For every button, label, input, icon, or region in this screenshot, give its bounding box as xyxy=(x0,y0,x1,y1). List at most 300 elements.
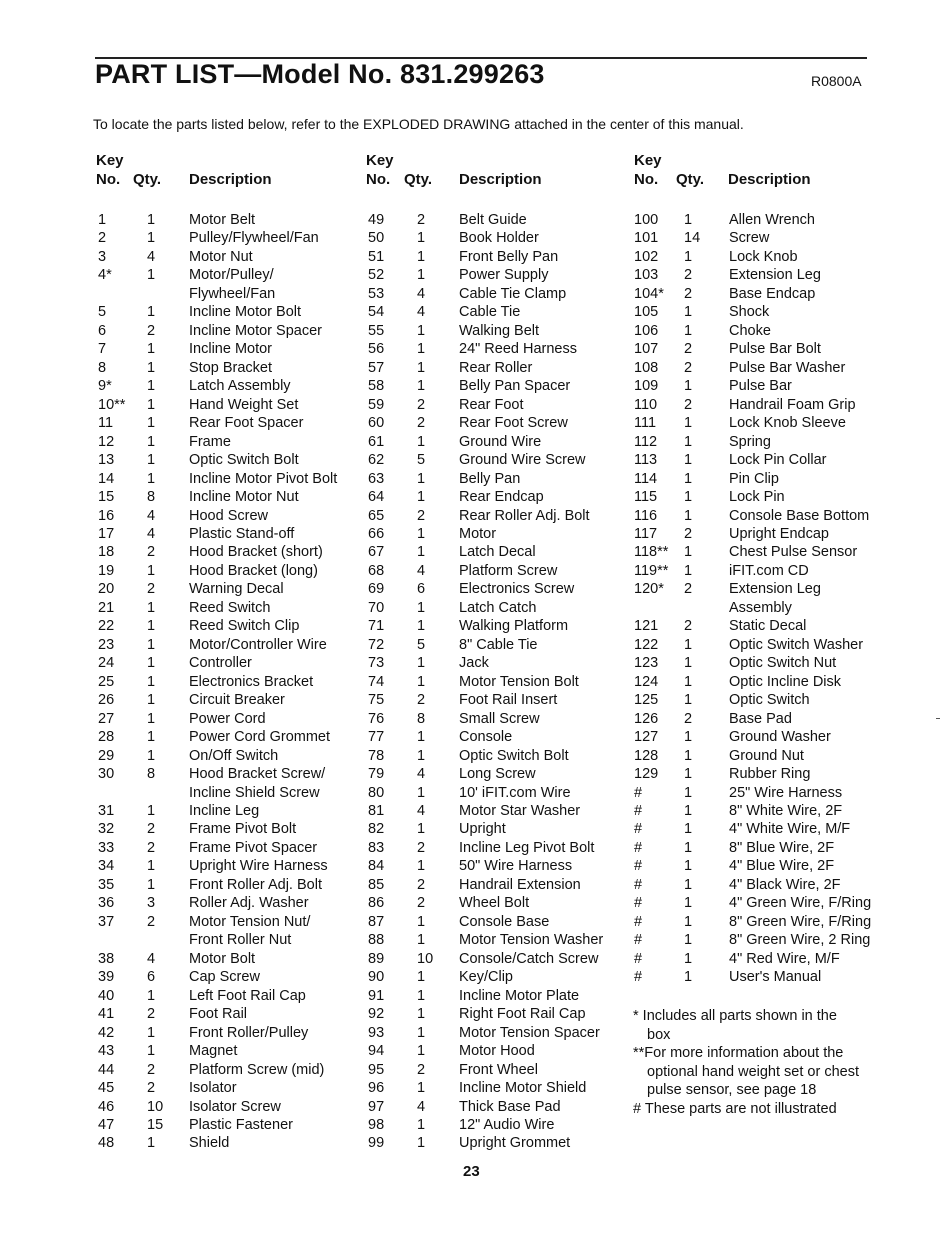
part-row xyxy=(366,1062,631,1080)
column-header xyxy=(366,152,631,212)
qty-header: Qty. xyxy=(133,171,162,188)
part-quantity: 1 xyxy=(147,618,156,635)
part-key-number: 108 xyxy=(634,359,659,376)
part-key-number: 42 xyxy=(98,1024,115,1041)
part-row xyxy=(366,748,631,766)
part-key-number: 30 xyxy=(98,766,115,783)
qty-header: Qty. xyxy=(404,171,433,188)
part-description: User's Manual xyxy=(729,969,822,986)
part-key-number: 45 xyxy=(98,1080,115,1097)
part-description: Rear Roller xyxy=(459,359,533,376)
part-row xyxy=(96,1025,361,1043)
part-quantity: 4 xyxy=(147,950,156,967)
part-quantity: 1 xyxy=(417,913,426,930)
part-description: Front Roller Nut xyxy=(189,932,292,949)
part-row xyxy=(366,378,631,396)
part-description: Motor Tension Nut/ xyxy=(189,913,311,930)
part-description: Ground Wire Screw xyxy=(459,452,586,469)
part-key-number: 71 xyxy=(368,618,385,635)
part-quantity: 1 xyxy=(147,341,156,358)
part-row xyxy=(96,230,361,248)
part-quantity: 1 xyxy=(684,489,693,506)
part-key-number: 77 xyxy=(368,729,385,746)
part-description: Motor/Pulley/ xyxy=(189,267,274,284)
part-description: Roller Adj. Washer xyxy=(189,895,309,912)
part-row xyxy=(634,360,894,378)
part-key-number: # xyxy=(634,913,643,930)
part-quantity: 1 xyxy=(684,636,693,653)
part-key-number: 40 xyxy=(98,987,115,1004)
part-description: Pulse Bar xyxy=(729,378,792,395)
part-description: Assembly xyxy=(729,599,792,616)
part-quantity: 1 xyxy=(684,544,693,561)
part-quantity: 1 xyxy=(684,839,693,856)
part-key-number: 31 xyxy=(98,803,115,819)
part-description: Optic Switch Nut xyxy=(729,655,837,672)
part-quantity: 1 xyxy=(147,636,156,653)
part-quantity: 1 xyxy=(684,415,693,432)
part-row xyxy=(96,877,361,895)
part-key-number: 110 xyxy=(634,396,658,413)
part-key-number: 98 xyxy=(368,1116,385,1133)
part-description: Incline Shield Screw xyxy=(189,784,320,801)
part-quantity: 1 xyxy=(684,895,693,912)
part-key-number: 29 xyxy=(98,747,115,764)
part-key-number: 16 xyxy=(98,507,115,524)
part-quantity: 2 xyxy=(417,839,426,856)
part-key-number: 24 xyxy=(98,655,115,672)
part-key-number: 28 xyxy=(98,729,115,746)
part-row xyxy=(366,858,631,876)
part-description: Ground Nut xyxy=(729,747,804,764)
part-row xyxy=(634,600,894,618)
part-key-number: 2 xyxy=(98,230,107,247)
part-key-number: 109 xyxy=(634,378,659,395)
part-row xyxy=(634,212,894,230)
part-key-number: 44 xyxy=(98,1061,115,1078)
part-quantity: 1 xyxy=(147,267,156,284)
part-description: Belly Pan xyxy=(459,470,521,487)
part-description: Platform Screw xyxy=(459,562,558,579)
part-quantity: 1 xyxy=(147,803,156,819)
part-key-number: 129 xyxy=(634,766,659,783)
part-quantity: 1 xyxy=(684,821,693,838)
part-description: Magnet xyxy=(189,1043,238,1060)
part-quantity: 1 xyxy=(417,378,426,395)
part-quantity: 2 xyxy=(417,212,426,228)
part-row xyxy=(366,1006,631,1024)
footnote-line: * Includes all parts shown in the xyxy=(633,1008,837,1024)
part-description: Latch Decal xyxy=(459,544,536,561)
part-row xyxy=(634,969,894,987)
part-description: Incline Leg Pivot Bolt xyxy=(459,839,595,856)
part-quantity: 2 xyxy=(417,876,426,893)
part-key-number: 79 xyxy=(368,766,385,783)
part-key-number: 41 xyxy=(98,1006,115,1023)
part-key-number: 3 xyxy=(98,248,107,265)
part-row xyxy=(96,378,361,396)
part-quantity: 1 xyxy=(684,876,693,893)
part-key-number: 118** xyxy=(634,544,669,561)
part-description: 4" Blue Wire, 2F xyxy=(729,858,835,875)
part-quantity: 1 xyxy=(147,212,156,228)
parts-list xyxy=(366,212,631,1154)
part-row xyxy=(366,304,631,322)
part-key-number: 46 xyxy=(98,1098,115,1115)
part-description: Foot Rail Insert xyxy=(459,692,558,709)
part-description: Motor Tension Spacer xyxy=(459,1024,600,1041)
part-description: Optic Switch xyxy=(729,692,810,709)
part-key-number: 52 xyxy=(368,267,385,284)
part-description: Controller xyxy=(189,655,252,672)
part-quantity: 1 xyxy=(147,1043,156,1060)
part-key-number: 82 xyxy=(368,821,385,838)
part-description: Latch Assembly xyxy=(189,378,291,395)
part-description: Hood Bracket (long) xyxy=(189,562,318,579)
part-quantity: 8 xyxy=(147,489,156,506)
part-row xyxy=(634,267,894,285)
part-description: 4" Red Wire, M/F xyxy=(729,950,840,967)
part-description: Console xyxy=(459,729,513,746)
part-quantity: 1 xyxy=(417,544,426,561)
part-description: Pulse Bar Bolt xyxy=(729,341,821,358)
part-description: Left Foot Rail Cap xyxy=(189,987,306,1004)
part-row xyxy=(366,323,631,341)
part-quantity: 6 xyxy=(417,581,426,598)
part-row xyxy=(96,323,361,341)
part-quantity: 2 xyxy=(417,415,426,432)
part-key-number: 17 xyxy=(98,525,115,542)
part-description: Front Roller/Pulley xyxy=(189,1024,309,1041)
part-key-number: 111 xyxy=(634,415,657,432)
part-row xyxy=(96,341,361,359)
intro-text: To locate the parts listed below, refer to the EXPLODED DRAWING attached in the center of this manual. xyxy=(93,116,744,132)
part-key-number: 70 xyxy=(368,599,385,616)
part-key-number: 67 xyxy=(368,544,385,561)
part-key-number: 39 xyxy=(98,969,115,986)
part-quantity: 1 xyxy=(684,803,693,819)
part-description: Walking Belt xyxy=(459,322,540,339)
part-description: Lock Knob Sleeve xyxy=(729,415,846,432)
part-key-number: 12 xyxy=(98,433,115,450)
part-row xyxy=(366,692,631,710)
part-row xyxy=(96,785,361,803)
part-description: Pulse Bar Washer xyxy=(729,359,846,376)
part-description: Incline Motor Pivot Bolt xyxy=(189,470,338,487)
part-quantity: 1 xyxy=(417,932,426,949)
part-quantity: 1 xyxy=(147,396,156,413)
part-row xyxy=(366,655,631,673)
part-quantity: 2 xyxy=(684,581,693,598)
no-header: No. xyxy=(366,171,391,188)
part-row xyxy=(366,415,631,433)
part-row xyxy=(366,895,631,913)
part-row xyxy=(96,1117,361,1135)
part-row xyxy=(366,212,631,230)
part-description: 25" Wire Harness xyxy=(729,784,843,801)
part-quantity: 1 xyxy=(684,562,693,579)
part-row xyxy=(366,267,631,285)
footnote-line: optional hand weight set or chest xyxy=(647,1063,859,1080)
part-key-number: 106 xyxy=(634,322,659,339)
part-description: Optic Switch Bolt xyxy=(189,452,299,469)
footnote-line: box xyxy=(647,1026,671,1043)
part-quantity: 1 xyxy=(684,655,693,672)
part-key-number: 117 xyxy=(634,525,658,542)
part-key-number: 51 xyxy=(368,248,385,265)
part-key-number: 36 xyxy=(98,895,115,912)
part-row xyxy=(634,858,894,876)
part-row xyxy=(366,674,631,692)
part-description: Shield xyxy=(189,1135,230,1152)
part-row xyxy=(366,1080,631,1098)
part-quantity: 1 xyxy=(684,433,693,450)
part-quantity: 1 xyxy=(417,433,426,450)
part-quantity: 2 xyxy=(147,581,156,598)
part-quantity: 10 xyxy=(417,950,434,967)
part-quantity: 1 xyxy=(417,618,426,635)
part-description: Upright Endcap xyxy=(729,525,829,542)
part-quantity: 3 xyxy=(147,895,156,912)
part-quantity: 1 xyxy=(147,304,156,321)
part-quantity: 1 xyxy=(417,1043,426,1060)
part-quantity: 5 xyxy=(417,452,426,469)
part-description: Electronics Screw xyxy=(459,581,575,598)
part-row xyxy=(96,452,361,470)
part-quantity: 2 xyxy=(147,913,156,930)
footnotes xyxy=(633,1007,859,1118)
part-row xyxy=(634,563,894,581)
part-description: Small Screw xyxy=(459,710,540,727)
part-quantity: 1 xyxy=(147,987,156,1004)
part-quantity: 1 xyxy=(147,452,156,469)
part-description: Motor Nut xyxy=(189,248,253,265)
key-header: Key xyxy=(366,152,394,169)
part-key-number: 10** xyxy=(98,396,126,413)
part-key-number: 7 xyxy=(98,341,107,358)
footnote-line: pulse sensor, see page 18 xyxy=(647,1082,817,1098)
part-description: Power Cord Grommet xyxy=(189,729,331,746)
description-header: Description xyxy=(189,171,272,188)
part-key-number: 33 xyxy=(98,839,115,856)
parts-column-2 xyxy=(366,152,631,1154)
part-row xyxy=(634,895,894,913)
part-key-number: 35 xyxy=(98,876,115,893)
part-key-number: 49 xyxy=(368,212,385,228)
part-key-number: 89 xyxy=(368,950,385,967)
part-row xyxy=(96,1043,361,1061)
part-row xyxy=(366,471,631,489)
part-row xyxy=(366,286,631,304)
part-row xyxy=(634,544,894,562)
part-key-number: 121 xyxy=(634,618,659,635)
part-quantity: 2 xyxy=(147,1006,156,1023)
part-description: Motor Hood xyxy=(459,1043,535,1060)
part-quantity: 1 xyxy=(417,858,426,875)
part-quantity: 2 xyxy=(417,692,426,709)
part-row xyxy=(366,563,631,581)
part-quantity: 4 xyxy=(417,766,426,783)
part-row xyxy=(96,1135,361,1153)
part-key-number: 78 xyxy=(368,747,385,764)
part-key-number: 90 xyxy=(368,969,385,986)
part-row xyxy=(634,508,894,526)
part-row xyxy=(96,932,361,950)
part-key-number: 96 xyxy=(368,1080,385,1097)
part-key-number: 57 xyxy=(368,359,385,376)
part-row xyxy=(96,415,361,433)
part-description: Wheel Bolt xyxy=(459,895,530,912)
part-description: Rear Foot xyxy=(459,396,524,413)
part-description: Base Pad xyxy=(729,710,792,727)
part-key-number: 56 xyxy=(368,341,385,358)
part-row xyxy=(366,618,631,636)
part-row xyxy=(634,785,894,803)
qty-header: Qty. xyxy=(676,171,705,188)
part-key-number: 81 xyxy=(368,803,385,819)
part-quantity: 2 xyxy=(417,507,426,524)
part-quantity: 2 xyxy=(147,1080,156,1097)
part-description: Plastic Stand-off xyxy=(189,525,295,542)
part-key-number: # xyxy=(634,932,643,949)
part-key-number: 95 xyxy=(368,1061,385,1078)
part-key-number: 75 xyxy=(368,692,385,709)
part-row xyxy=(96,969,361,987)
part-row xyxy=(634,914,894,932)
column-header xyxy=(634,152,894,212)
part-key-number: 92 xyxy=(368,1006,385,1023)
part-description: Power Supply xyxy=(459,267,549,284)
part-row xyxy=(366,766,631,784)
part-description: Lock Pin Collar xyxy=(729,452,827,469)
part-quantity: 4 xyxy=(147,525,156,542)
part-key-number: 64 xyxy=(368,489,385,506)
part-key-number: 103 xyxy=(634,267,659,284)
part-description: Optic Incline Disk xyxy=(729,673,842,690)
part-description: Right Foot Rail Cap xyxy=(459,1006,586,1023)
part-description: Cable Tie xyxy=(459,304,521,321)
part-row xyxy=(96,267,361,285)
part-description: Isolator xyxy=(189,1080,237,1097)
part-row xyxy=(366,1099,631,1117)
part-description: Frame Pivot Spacer xyxy=(189,839,318,856)
part-quantity: 4 xyxy=(417,285,426,302)
part-row xyxy=(96,286,361,304)
part-row xyxy=(366,840,631,858)
part-description: Hood Bracket (short) xyxy=(189,544,323,561)
part-row xyxy=(366,637,631,655)
part-quantity: 1 xyxy=(417,747,426,764)
part-description: Ground Washer xyxy=(729,729,831,746)
part-key-number: 74 xyxy=(368,673,385,690)
part-key-number: 32 xyxy=(98,821,115,838)
part-key-number: 58 xyxy=(368,378,385,395)
part-key-number: 112 xyxy=(634,433,658,450)
part-key-number: 9* xyxy=(98,378,112,395)
part-key-number: 119** xyxy=(634,562,669,579)
part-quantity: 1 xyxy=(684,452,693,469)
part-row xyxy=(96,674,361,692)
part-quantity: 1 xyxy=(417,322,426,339)
part-row xyxy=(634,230,894,248)
part-key-number: 73 xyxy=(368,655,385,672)
part-description: Power Cord xyxy=(189,710,266,727)
part-quantity: 8 xyxy=(417,710,426,727)
part-description: Spring xyxy=(729,433,771,450)
part-row xyxy=(366,452,631,470)
part-quantity: 2 xyxy=(684,285,693,302)
part-description: Console Base xyxy=(459,913,550,930)
part-row xyxy=(96,803,361,821)
part-row xyxy=(366,526,631,544)
part-row xyxy=(634,655,894,673)
part-key-number: 23 xyxy=(98,636,115,653)
part-description: Platform Screw (mid) xyxy=(189,1061,325,1078)
part-row xyxy=(96,471,361,489)
part-quantity: 1 xyxy=(684,470,693,487)
part-key-number: 107 xyxy=(634,341,659,358)
part-row xyxy=(96,1099,361,1117)
part-quantity: 1 xyxy=(147,359,156,376)
page-number: 23 xyxy=(463,1163,480,1180)
part-key-number: 104* xyxy=(634,285,664,302)
part-key-number: 60 xyxy=(368,415,385,432)
part-key-number: 26 xyxy=(98,692,115,709)
part-description: Extension Leg xyxy=(729,267,821,284)
part-key-number: 43 xyxy=(98,1043,115,1060)
part-key-number: 80 xyxy=(368,784,385,801)
part-quantity: 4 xyxy=(417,803,426,819)
part-quantity: 6 xyxy=(147,969,156,986)
part-key-number: 4* xyxy=(98,267,112,284)
part-description: Incline Motor xyxy=(189,341,273,358)
part-key-number: # xyxy=(634,784,643,801)
part-description: Key/Clip xyxy=(459,969,513,986)
part-row xyxy=(366,951,631,969)
part-quantity: 1 xyxy=(684,969,693,986)
part-quantity: 4 xyxy=(147,248,156,265)
part-key-number: 127 xyxy=(634,729,659,746)
part-row xyxy=(96,655,361,673)
part-description: Walking Platform xyxy=(459,618,569,635)
part-quantity: 1 xyxy=(417,1135,426,1152)
part-key-number: # xyxy=(634,969,643,986)
footnote-line: **For more information about the xyxy=(633,1045,844,1061)
part-key-number: 66 xyxy=(368,525,385,542)
part-row xyxy=(366,821,631,839)
part-key-number: 37 xyxy=(98,913,115,930)
part-row xyxy=(366,969,631,987)
part-description: Console Base Bottom xyxy=(729,507,870,524)
part-description: Upright Wire Harness xyxy=(189,858,328,875)
part-key-number: 83 xyxy=(368,839,385,856)
part-row xyxy=(366,360,631,378)
parts-list xyxy=(634,212,894,988)
part-description: Optic Switch Bolt xyxy=(459,747,569,764)
part-quantity: 1 xyxy=(147,858,156,875)
part-quantity: 1 xyxy=(417,1024,426,1041)
part-row xyxy=(634,249,894,267)
part-description: Incline Motor Shield xyxy=(459,1080,587,1097)
part-quantity: 1 xyxy=(147,415,156,432)
part-row xyxy=(96,1080,361,1098)
part-quantity: 1 xyxy=(147,230,156,247)
part-quantity: 2 xyxy=(147,839,156,856)
part-description: Incline Leg xyxy=(189,803,260,819)
part-row xyxy=(96,840,361,858)
part-row xyxy=(366,1117,631,1135)
part-key-number: # xyxy=(634,821,643,838)
